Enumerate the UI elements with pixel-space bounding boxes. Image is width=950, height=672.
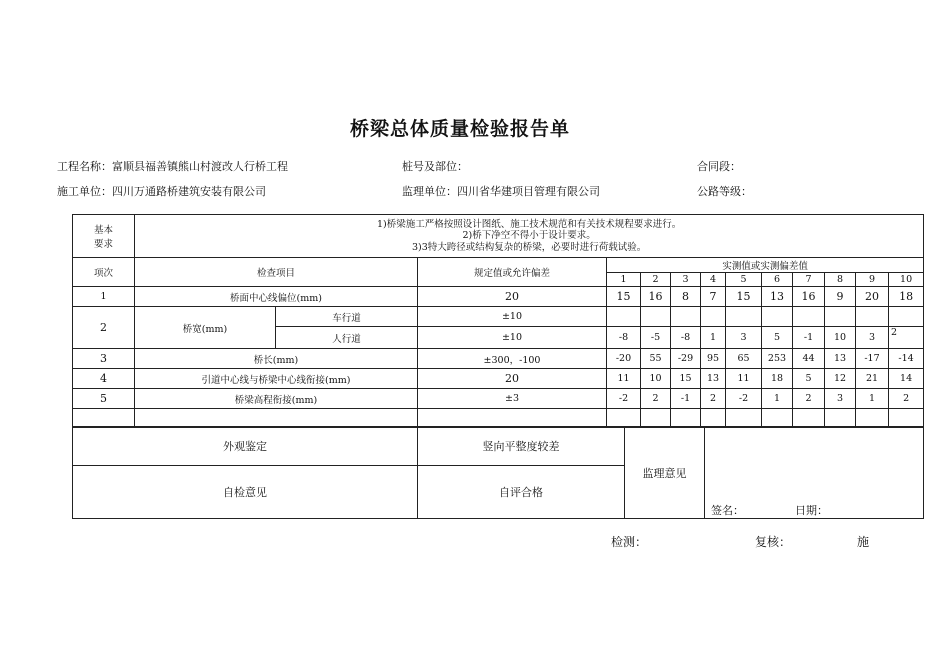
measured-value: 2 — [889, 389, 924, 409]
contract-label: 合同段： — [697, 160, 741, 173]
measured-value: 253 — [762, 349, 793, 369]
measured-value: 18 — [762, 369, 793, 389]
table-row — [73, 369, 924, 389]
measured-value: 16 — [793, 287, 825, 307]
measured-value: 5 — [793, 369, 825, 389]
measured-value: 21 — [856, 369, 889, 389]
appearance-label: 外观鉴定 — [73, 427, 418, 466]
measured-value: 11 — [726, 369, 762, 389]
empty-cell — [418, 409, 607, 428]
measured-value: -8 — [671, 327, 701, 349]
measured-value: 20 — [856, 287, 889, 307]
row-item: 桥梁高程衔接(mm) — [135, 389, 418, 409]
header-row — [73, 258, 924, 273]
row-index: 1 — [73, 287, 135, 307]
row-index: 2 — [73, 307, 135, 349]
measured-value: 15 — [607, 287, 641, 307]
measured-value: 2 — [641, 389, 671, 409]
measured-value: 8 — [671, 287, 701, 307]
measured-value: -5 — [641, 327, 671, 349]
row-spec: ±10 — [418, 327, 607, 349]
requirement-3: 3)3特大跨径或结构复杂的桥梁，必要时进行荷载试验。 — [411, 241, 647, 253]
measured-value: 14 — [889, 369, 924, 389]
measured-value: -2 — [607, 389, 641, 409]
row-spec: 20 — [418, 369, 607, 389]
col-item-header: 检查项目 — [135, 258, 418, 287]
page-title: 桥梁总体质量检验报告单 — [349, 118, 570, 140]
empty-cell — [856, 409, 889, 428]
empty-cell — [825, 409, 856, 428]
measured-value: 13 — [762, 287, 793, 307]
measured-value — [607, 307, 641, 327]
measured-value: 1 — [762, 389, 793, 409]
empty-cell — [641, 409, 671, 428]
measured-value: 3 — [825, 389, 856, 409]
measured-value: 2 — [889, 327, 924, 349]
measured-value: 2 — [793, 389, 825, 409]
measured-value — [726, 307, 762, 327]
point-number: 5 — [726, 273, 762, 287]
measured-value: 13 — [825, 349, 856, 369]
sign-label: 签名： — [711, 504, 744, 517]
measured-value — [889, 307, 924, 327]
evaluation-table — [72, 426, 924, 519]
requirements-label — [73, 215, 135, 258]
point-number: 8 — [825, 273, 856, 287]
requirements-text — [135, 215, 924, 258]
measured-value: 10 — [641, 369, 671, 389]
measured-value: -20 — [607, 349, 641, 369]
measured-value: -2 — [726, 389, 762, 409]
measured-value: 11 — [607, 369, 641, 389]
measured-value: 5 — [762, 327, 793, 349]
point-number: 10 — [889, 273, 924, 287]
point-number: 7 — [793, 273, 825, 287]
table-row — [73, 389, 924, 409]
inspection-table — [72, 214, 924, 428]
measured-value — [671, 307, 701, 327]
builder-unit: 施工单位：四川万通路桥建筑安装有限公司 — [57, 185, 266, 198]
measured-value: -1 — [793, 327, 825, 349]
col-measured-header: 实测值或实测偏差值 — [607, 258, 924, 273]
measured-value: 15 — [671, 369, 701, 389]
measured-value: 65 — [726, 349, 762, 369]
point-number: 9 — [856, 273, 889, 287]
measured-value: -29 — [671, 349, 701, 369]
measured-value: -17 — [856, 349, 889, 369]
measured-value: 16 — [641, 287, 671, 307]
flatness-note: 竖向平整度较差 — [418, 427, 625, 466]
measured-value: 12 — [825, 369, 856, 389]
table-row — [73, 349, 924, 369]
measured-value: 10 — [825, 327, 856, 349]
empty-cell — [701, 409, 726, 428]
point-number: 1 — [607, 273, 641, 287]
measured-value — [856, 307, 889, 327]
measured-value — [793, 307, 825, 327]
requirements-row — [73, 215, 924, 258]
measured-value: 3 — [726, 327, 762, 349]
measured-value — [762, 307, 793, 327]
review-label: 复核： — [755, 535, 792, 549]
row-subitem: 车行道 — [276, 307, 418, 327]
empty-cell — [607, 409, 641, 428]
measured-value: -14 — [889, 349, 924, 369]
row-index: 3 — [73, 349, 135, 369]
row-spec: ±3 — [418, 389, 607, 409]
row-subitem: 人行道 — [276, 327, 418, 349]
empty-cell — [135, 409, 418, 428]
point-number: 4 — [701, 273, 726, 287]
measured-value — [641, 307, 671, 327]
requirements-label-line1: 基本 — [93, 225, 113, 236]
empty-cell — [726, 409, 762, 428]
self-eval-result: 自评合格 — [418, 466, 625, 519]
measured-value: 1 — [856, 389, 889, 409]
measured-value: 1 — [701, 327, 726, 349]
measured-value: -8 — [607, 327, 641, 349]
row-item: 桥长(mm) — [135, 349, 418, 369]
row-spec: ±300，-100 — [418, 349, 607, 369]
col-spec-header: 规定值或允许偏差 — [418, 258, 607, 287]
measured-value: 18 — [889, 287, 924, 307]
station-label: 桩号及部位： — [402, 160, 468, 173]
measured-value: 7 — [701, 287, 726, 307]
self-check-label: 自检意见 — [73, 466, 418, 519]
measured-value: 15 — [726, 287, 762, 307]
measured-value: 2 — [701, 389, 726, 409]
requirement-2: 2)桥下净空不得小于设计要求。 — [462, 230, 596, 242]
measured-value: 13 — [701, 369, 726, 389]
measured-value: 44 — [793, 349, 825, 369]
construct-label: 施 — [857, 535, 870, 549]
date-label: 日期： — [795, 504, 828, 517]
empty-cell — [73, 409, 135, 428]
supervision-label: 监理意见 — [625, 427, 705, 519]
point-number: 2 — [641, 273, 671, 287]
row-index: 5 — [73, 389, 135, 409]
empty-row — [73, 409, 924, 428]
measured-value: 9 — [825, 287, 856, 307]
row-spec: 20 — [418, 287, 607, 307]
measured-value — [825, 307, 856, 327]
empty-cell — [762, 409, 793, 428]
road-grade-label: 公路等级： — [697, 185, 752, 198]
measured-value: 95 — [701, 349, 726, 369]
point-number: 6 — [762, 273, 793, 287]
requirement-1: 1)桥梁施工严格按照设计图纸、施工技术规范和有关技术规程要求进行。 — [376, 218, 682, 230]
measured-value: -1 — [671, 389, 701, 409]
measured-value: 55 — [641, 349, 671, 369]
measured-value: 3 — [856, 327, 889, 349]
row-item: 桥面中心线偏位(mm) — [135, 287, 418, 307]
project-name: 工程名称：富顺县福善镇熊山村渡改人行桥工程 — [57, 160, 288, 173]
inspect-label: 检测： — [611, 535, 648, 549]
row-index: 4 — [73, 369, 135, 389]
measured-value — [701, 307, 726, 327]
supervisor-unit: 监理单位：四川省华建项目管理有限公司 — [402, 185, 600, 198]
empty-cell — [671, 409, 701, 428]
row-spec: ±10 — [418, 307, 607, 327]
col-index-header: 项次 — [73, 258, 135, 287]
point-number: 3 — [671, 273, 701, 287]
requirements-label-line2: 要求 — [93, 239, 113, 250]
empty-cell — [793, 409, 825, 428]
empty-cell — [889, 409, 924, 428]
supervision-opinion-cell — [705, 427, 924, 519]
row-item: 桥宽(mm) — [135, 307, 276, 349]
table-row — [73, 287, 924, 307]
table-row — [73, 307, 924, 327]
row-item: 引道中心线与桥梁中心线衔接(mm) — [135, 369, 418, 389]
